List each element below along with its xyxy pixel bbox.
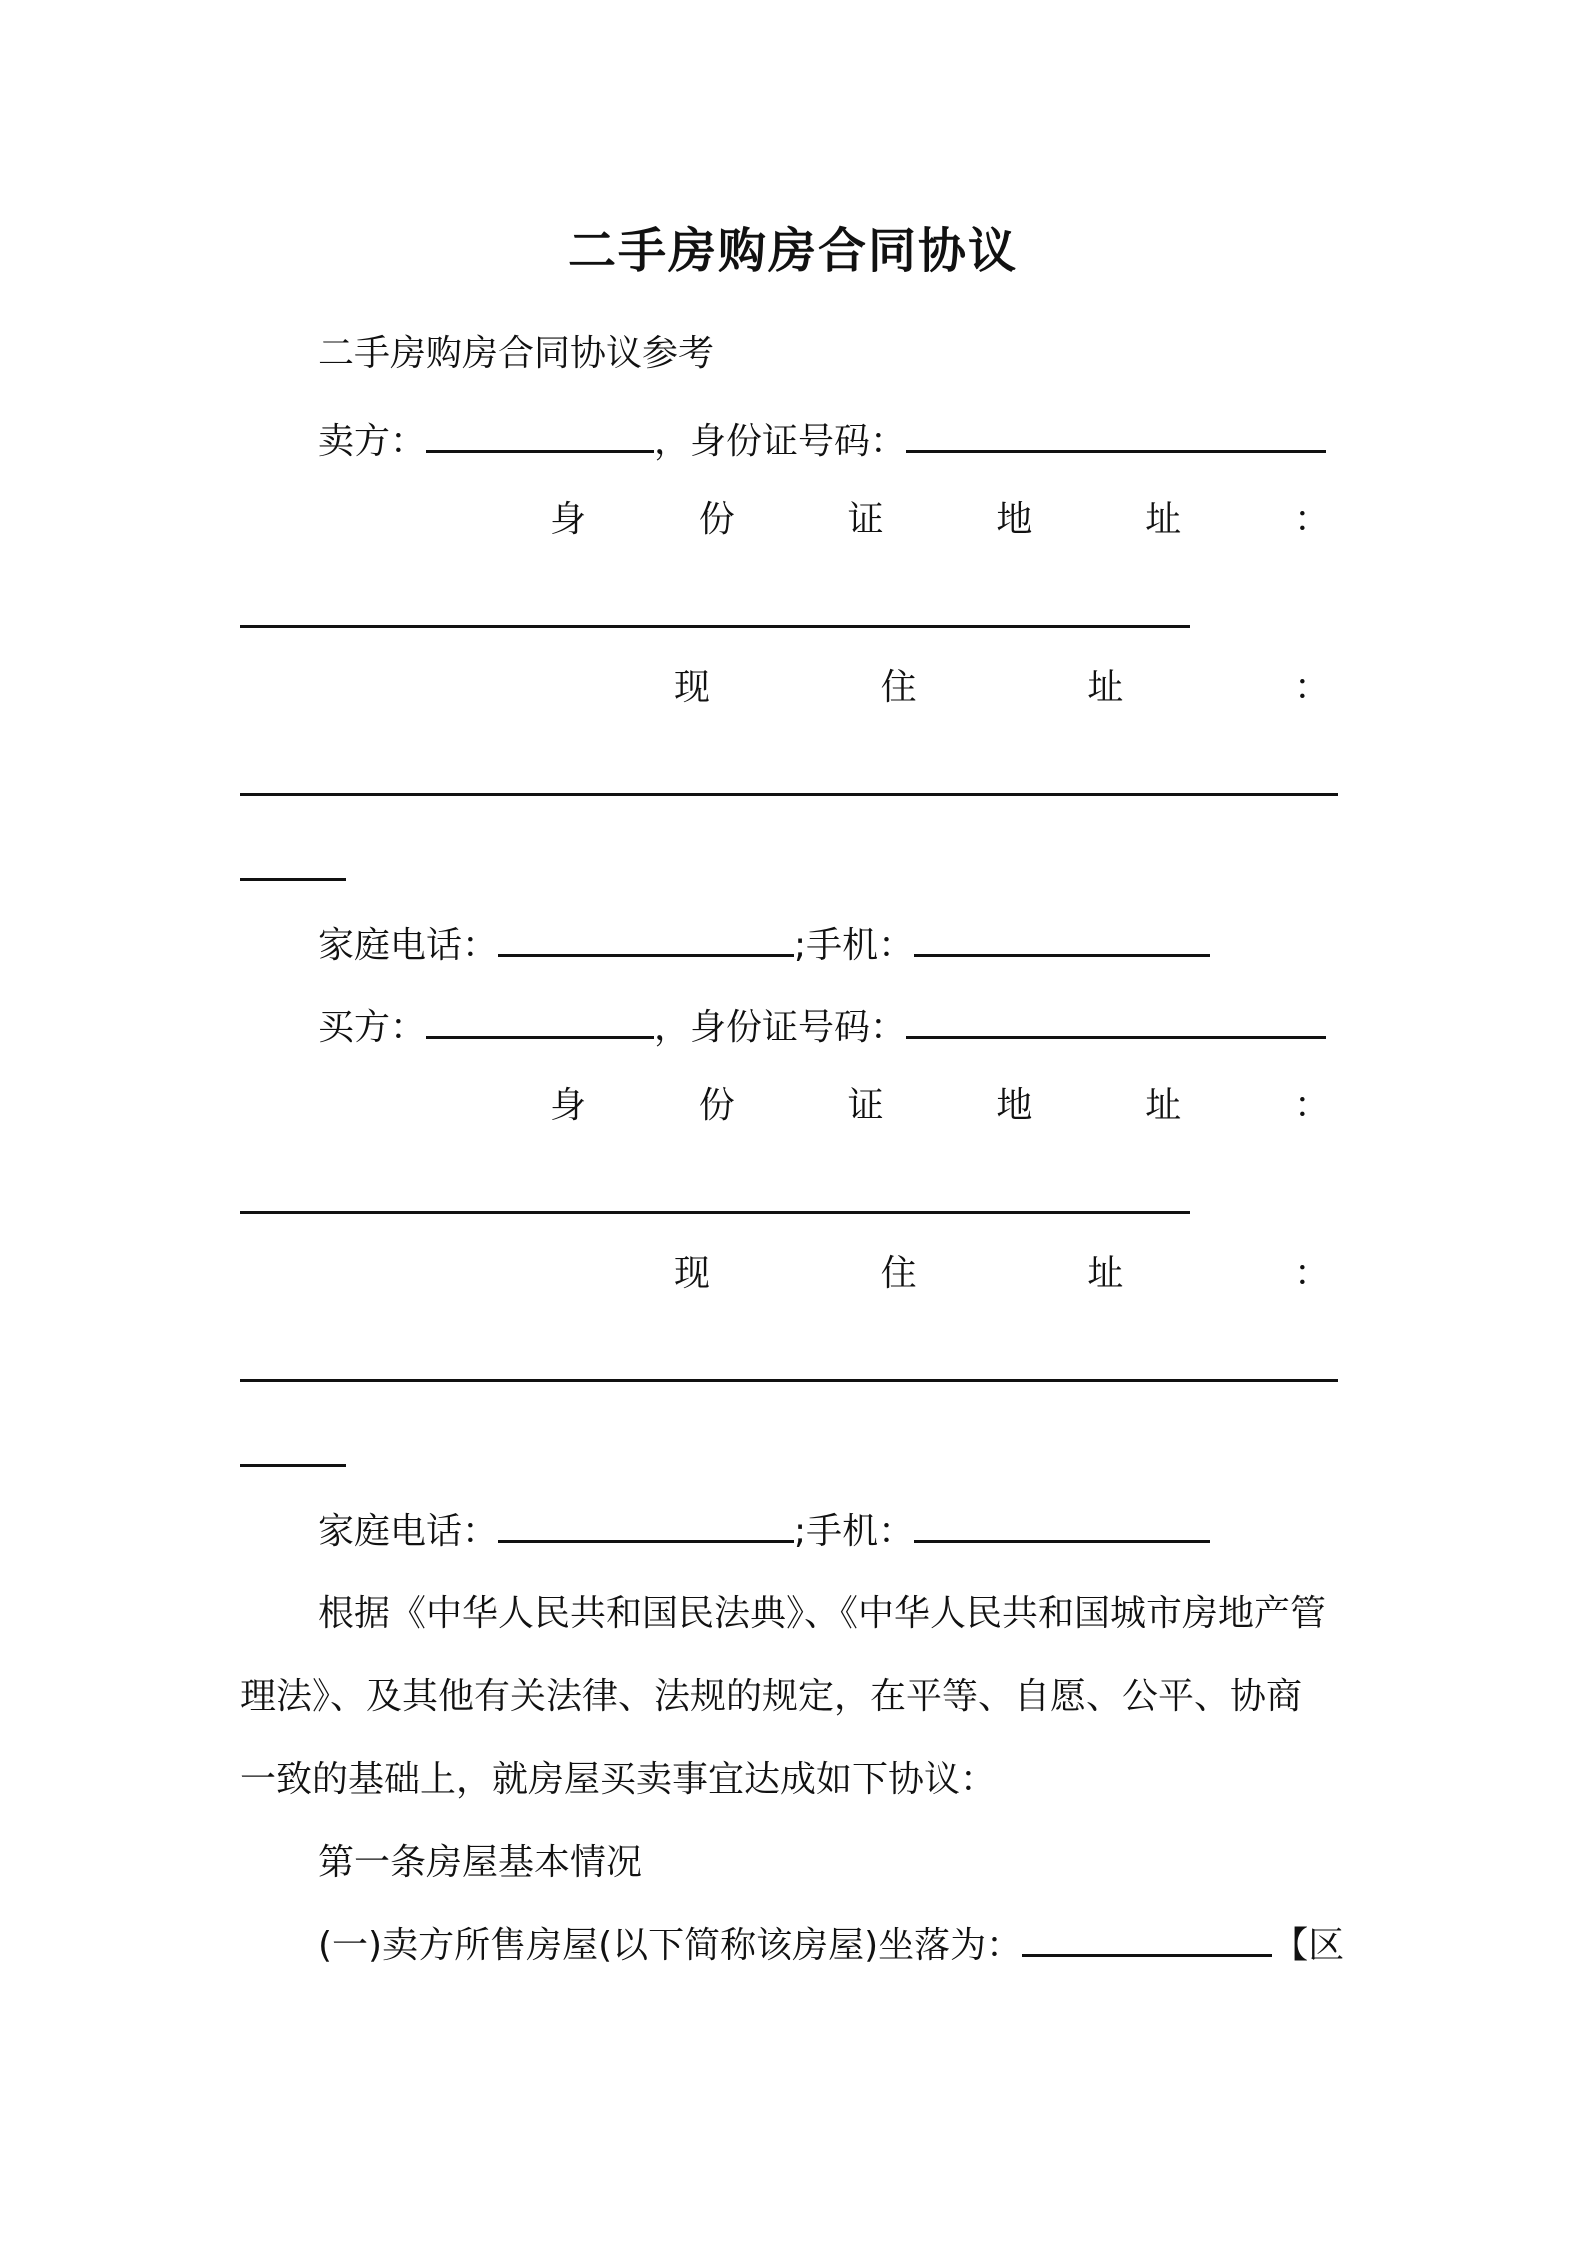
seller-id-address-blank xyxy=(240,625,1190,628)
seller-label: 卖方： xyxy=(318,421,427,462)
buyer-current-address-blank-cont xyxy=(240,1464,346,1467)
article1-heading: 第一条房屋基本情况 xyxy=(318,1842,643,1883)
seller-home-phone-label: 家庭电话： xyxy=(318,925,499,966)
article1-item1-suffix: 【区 xyxy=(1272,1925,1345,1966)
document-subtitle: 二手房购房合同协议参考 xyxy=(318,333,715,374)
seller-id-label: ，身份证号码： xyxy=(654,421,907,462)
seller-name-blank xyxy=(426,446,654,453)
basis-paragraph-line3: 一致的基础上，就房屋买卖事宜达成如下协议： xyxy=(240,1759,997,1800)
buyer-label: 买方： xyxy=(318,1007,427,1048)
seller-mobile-blank xyxy=(914,950,1210,957)
seller-current-address-blank-cont xyxy=(240,878,346,881)
basis-paragraph-line2: 理法》、及其他有关法律、法规的规定，在平等、自愿、公平、协商 xyxy=(240,1676,1303,1717)
buyer-id-address-label: 身份证地址： xyxy=(550,1085,1330,1126)
buyer-id-blank xyxy=(906,1032,1326,1039)
buyer-home-phone-blank xyxy=(498,1536,794,1543)
buyer-line xyxy=(318,1004,1326,1052)
seller-mobile-label: ;手机： xyxy=(794,925,915,966)
seller-id-address-label: 身份证地址： xyxy=(550,499,1330,540)
article1-item1-prefix: (一)卖方所售房屋(以下简称该房屋)坐落为： xyxy=(318,1925,1023,1966)
buyer-id-address-blank xyxy=(240,1211,1190,1214)
buyer-mobile-label: ;手机： xyxy=(794,1511,915,1552)
seller-id-blank xyxy=(906,446,1326,453)
article1-item1 xyxy=(318,1922,1344,1970)
seller-current-address-label: 现住址： xyxy=(674,667,1330,708)
buyer-mobile-blank xyxy=(914,1536,1210,1543)
seller-line xyxy=(318,418,1326,466)
buyer-current-address-blank xyxy=(240,1379,1338,1382)
seller-current-address-blank xyxy=(240,793,1338,796)
seller-home-phone-blank xyxy=(498,950,794,957)
article1-location-blank xyxy=(1022,1950,1272,1957)
buyer-id-label: ，身份证号码： xyxy=(654,1007,907,1048)
buyer-name-blank xyxy=(426,1032,654,1039)
buyer-home-phone-label: 家庭电话： xyxy=(318,1511,499,1552)
document-title: 二手房购房合同协议 xyxy=(567,223,1018,279)
buyer-phone-line xyxy=(318,1508,1210,1556)
buyer-current-address-label: 现住址： xyxy=(674,1253,1330,1294)
basis-paragraph-line1: 根据《中华人民共和国民法典》、《中华人民共和国城市房地产管 xyxy=(318,1593,1327,1634)
seller-phone-line xyxy=(318,922,1210,970)
